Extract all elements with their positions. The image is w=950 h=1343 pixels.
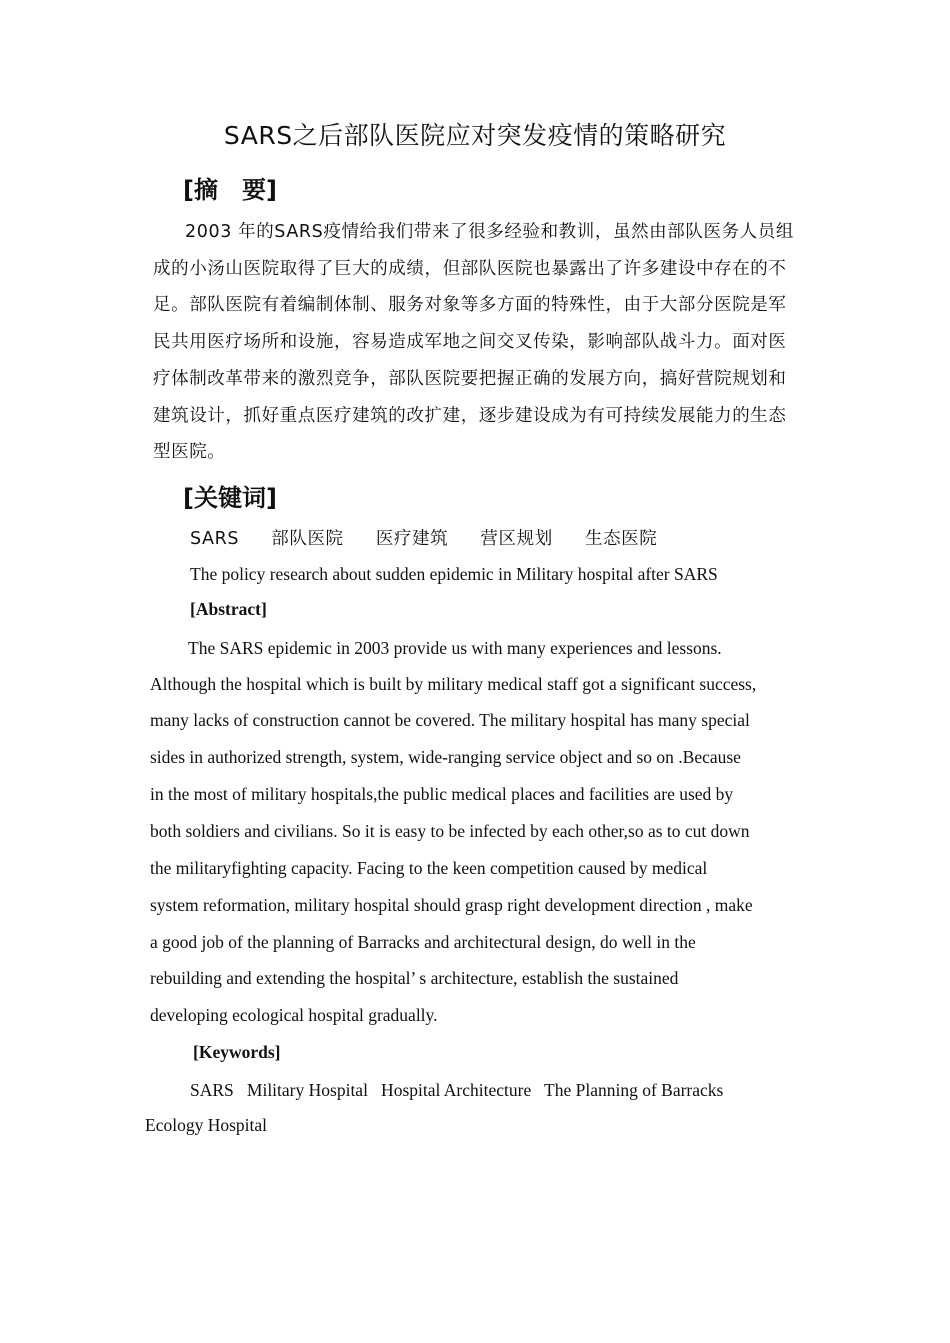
keywords-cn-list [190,525,683,550]
keyword-cn: 生态医院 [584,529,658,549]
abstract-en-line: the militaryfighting capacity. Facing to the keen competition caused by medical [150,858,708,878]
abstract-cn-line: 2003 年的SARS疫情给我们带来了很多经验和教训，虽然由部队医务人员组 [185,222,794,242]
abstract-en-line: developing ecological hospital gradually. [150,1005,438,1025]
paper-title: SARS之后部队医院应对突发疫情的策略研究 [223,121,727,150]
abstract-en-line: a good job of the planning of Barracks and architectural design, do well in the [150,932,696,952]
keyword-cn: 营区规划 [480,529,553,549]
keyword-cn: SARS [190,529,240,549]
abstract-en-line: rebuilding and extending the hospital’ s architecture, establish the sustained [150,968,679,988]
keywords-en-heading: [Keywords] [193,1042,281,1062]
abstract-cn-line: 成的小汤山医院取得了巨大的成绩，但部队医院也暴露出了许多建设中存在的不 [153,259,787,279]
abstract-en-heading: [Abstract] [190,599,267,619]
abstract-cn-heading: [摘 要] [183,176,277,204]
keywords-en-line: Ecology Hospital [145,1115,267,1135]
abstract-en-line: The SARS epidemic in 2003 provide us with many experiences and lessons. [188,638,722,658]
keywords-cn-heading: [关键词] [183,484,277,512]
abstract-en-line: in the most of military hospitals,the public medical places and facilities are used by [150,784,734,804]
keywords-en-line: SARS Military Hospital Hospital Architecture The Planning of Barracks [190,1080,724,1100]
abstract-en-line: sides in authorized strength, system, wide-ranging service object and so on .Because [150,747,741,767]
abstract-cn-line: 型医院。 [153,442,226,462]
abstract-en-line: system reformation, military hospital should grasp right development direction , make [150,895,753,915]
english-title: The policy research about sudden epidemic in Military hospital after SARS [190,564,718,584]
keyword-cn: 医疗建筑 [375,529,449,549]
keyword-cn: 部队医院 [271,529,344,549]
abstract-en-line: many lacks of construction cannot be covered. The military hospital has many special [150,710,750,730]
abstract-en-line: both soldiers and civilians. So it is easy to be infected by each other,so as to cut down [150,821,750,841]
abstract-en-line: Although the hospital which is built by military medical staff got a significant success, [150,674,757,694]
abstract-cn-line: 民共用医疗场所和设施，容易造成军地之间交叉传染，影响部队战斗力。面对医 [153,332,787,352]
abstract-cn-line: 足。部队医院有着编制体制、服务对象等多方面的特殊性，由于大部分医院是军 [153,295,787,315]
abstract-cn-line: 建筑设计，抓好重点医疗建筑的改扩建，逐步建设成为有可持续发展能力的生态 [153,406,787,426]
abstract-cn-line: 疗体制改革带来的激烈竞争，部队医院要把握正确的发展方向，搞好营院规划和 [153,369,787,389]
